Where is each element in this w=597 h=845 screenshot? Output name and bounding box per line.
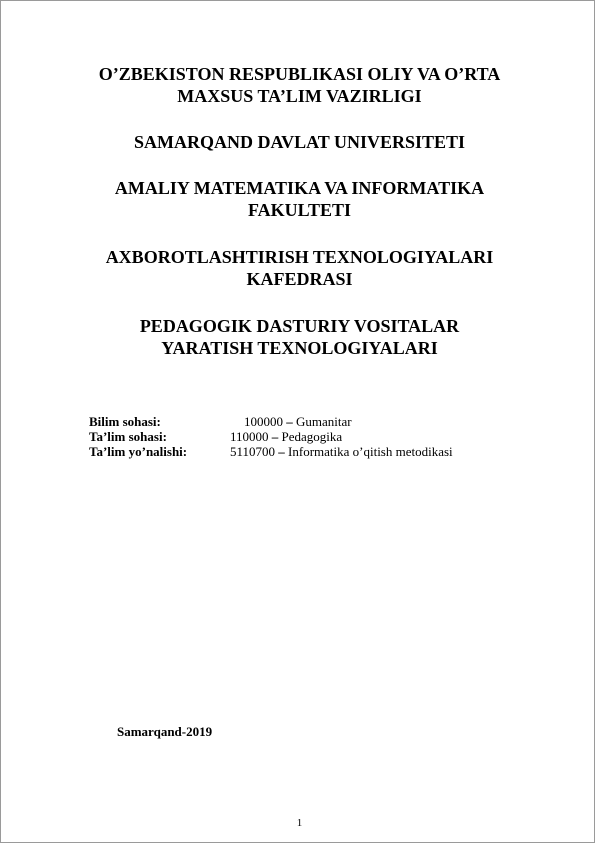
info-label: Ta’lim yo’nalishi: — [89, 444, 188, 459]
department-heading — [1, 246, 597, 290]
document-title — [1, 315, 597, 359]
info-value — [244, 414, 352, 429]
faculty-line-1: AMALIY MATEMATIKA VA INFORMATIKA — [114, 178, 485, 198]
university-heading — [1, 131, 597, 153]
info-dash: – — [268, 429, 282, 444]
info-dash: – — [283, 414, 296, 429]
city-year: Samarqand-2019 — [117, 724, 213, 739]
info-row-education-area — [89, 429, 509, 444]
faculty-heading — [1, 177, 597, 221]
university-name: SAMARQAND DAVLAT UNIVERSITETI — [133, 132, 466, 152]
department-line-1: AXBOROTLASHTIRISH TEXNOLOGIYALARI — [105, 247, 494, 267]
info-code: 110000 — [230, 429, 269, 444]
info-row-specialization — [89, 444, 509, 459]
ministry-line-1: O’ZBEKISTON RESPUBLIKASI OLIY VA O’RTA — [98, 64, 501, 84]
info-name: Gumanitar — [296, 414, 352, 429]
title-line-2: YARATISH TEXNOLOGIYALARI — [161, 338, 438, 358]
ministry-heading — [1, 63, 597, 107]
title-line-1: PEDAGOGIK DASTURIY VOSITALAR — [139, 316, 460, 336]
study-info-block — [89, 414, 509, 459]
info-row-knowledge-area — [89, 414, 509, 429]
info-code: 5110700 — [230, 444, 276, 459]
faculty-line-2: FAKULTETI — [247, 200, 352, 220]
page-number: 1 — [296, 817, 303, 829]
info-value — [230, 444, 453, 459]
info-dash: – — [275, 444, 289, 459]
ministry-line-2: MAXSUS TA’LIM VAZIRLIGI — [177, 86, 422, 106]
department-line-2: KAFEDRASI — [246, 269, 353, 289]
info-label: Ta’lim sohasi: — [89, 429, 167, 444]
info-name: Pedagogika — [281, 429, 343, 444]
info-name: Informatika o’qitish metodikasi — [288, 444, 453, 459]
info-value — [230, 429, 342, 444]
info-label: Bilim sohasi: — [89, 414, 161, 429]
info-code: 100000 — [244, 414, 283, 429]
